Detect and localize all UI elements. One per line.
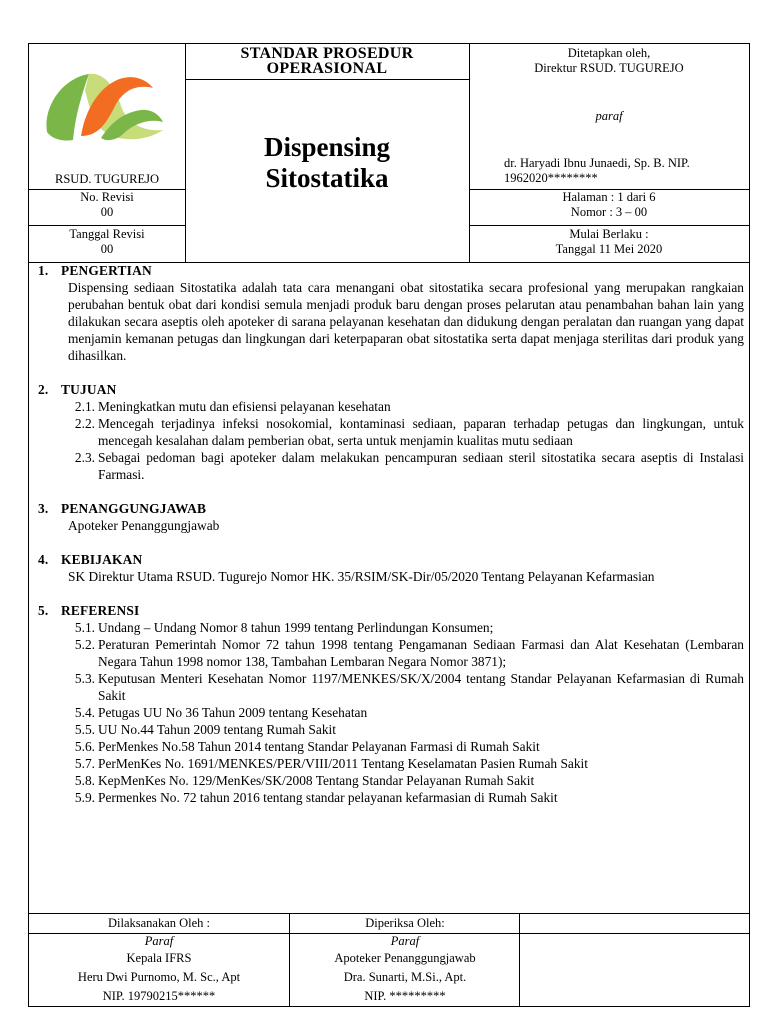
list-item — [38, 721, 744, 738]
list-item — [38, 755, 744, 772]
section-referensi — [38, 602, 744, 806]
sop-title-line2: OPERASIONAL — [266, 60, 388, 77]
revision-date-label: Tanggal Revisi — [69, 227, 145, 241]
list-item — [38, 789, 744, 806]
section-heading — [38, 602, 744, 619]
executed-by-label: Dilaksanakan Oleh : — [29, 914, 289, 934]
checked-by-nip: NIP. ********* — [364, 989, 446, 1003]
director-paraf: paraf — [595, 109, 623, 123]
executed-by-nip: NIP. 19790215****** — [102, 989, 216, 1003]
empty-column-header — [520, 914, 749, 934]
document-title-line2: Sitostatika — [265, 163, 389, 193]
item-text: PerMenkes No.58 Tahun 2014 tentang Standar Pelayanan Farmasi di Rumah Sakit — [98, 739, 540, 754]
item-number: 5.6. — [74, 739, 95, 754]
section-title: TUJUAN — [61, 382, 117, 397]
header-divider — [469, 225, 749, 226]
section-heading — [38, 262, 744, 279]
section-text: Apoteker Penanggungjawab — [68, 518, 220, 533]
checked-by-role: Apoteker Penanggungjawab — [334, 951, 476, 965]
director-nip: 1962020******** — [504, 171, 598, 185]
section-title: REFERENSI — [61, 603, 140, 618]
list-item — [38, 415, 744, 449]
header-divider — [185, 79, 469, 80]
item-text: Permenkes No. 72 tahun 2016 tentang standar pelayanan kefarmasian di Rumah Sakit — [98, 790, 558, 805]
executed-by-column — [29, 914, 289, 1006]
revision-label: No. Revisi — [80, 190, 134, 204]
item-number: 2.3. — [74, 450, 95, 465]
sop-document — [28, 43, 750, 1007]
item-number: 5.8. — [74, 773, 95, 788]
section-number: 5. — [38, 603, 49, 618]
established-by-label: Ditetapkan oleh, — [567, 46, 651, 60]
list-item — [38, 398, 744, 415]
list-item — [38, 772, 744, 789]
list-item — [38, 449, 744, 483]
checked-by-column — [289, 914, 520, 1006]
section-number: 2. — [38, 382, 49, 397]
item-number: 5.7. — [74, 756, 95, 771]
document-number: Nomor : 3 – 00 — [570, 205, 648, 219]
page-number: Halaman : 1 dari 6 — [562, 190, 656, 204]
empty-column — [519, 914, 749, 1006]
item-number: 5.1. — [74, 620, 95, 635]
executed-by-role: Kepala IFRS — [126, 951, 192, 965]
item-text: Undang – Undang Nomor 8 tahun 1999 tentang Perlindungan Konsumen; — [98, 620, 494, 635]
effective-date — [469, 227, 749, 257]
section-title: PENGERTIAN — [61, 263, 152, 278]
section-heading — [38, 381, 744, 398]
item-text: UU No.44 Tahun 2009 tentang Rumah Sakit — [98, 722, 336, 737]
item-number: 5.9. — [74, 790, 95, 805]
list-item — [38, 738, 744, 755]
section-penanggungjawab — [38, 500, 744, 534]
executed-by-name: Heru Dwi Purnomo, M. Sc., Apt — [77, 970, 241, 984]
section-kebijakan — [38, 551, 744, 585]
item-text: KepMenKes No. 129/MenKes/SK/2008 Tentang Standar Pelayanan Rumah Sakit — [98, 773, 535, 788]
sop-title-line1: STANDAR PROSEDUR — [240, 45, 414, 62]
document-title — [185, 132, 469, 194]
item-number: 5.3. — [74, 671, 95, 686]
established-by-position: Direktur RSUD. TUGUREJO — [534, 61, 684, 75]
section-text: Dispensing sediaan Sitostatika adalah tata cara menangani obat sitostatika secara profesional yang merupakan rangkaian perubahan bentuk obat dari kondisi semula menjadi produk baru dengan proses pelarutan atau penambahan bahan lain yang dilakukan secara aseptis oleh apoteker di sarana pelayanan kesehatan dan didukung dengan peralatan dan ruangan yang dapat menjamin kemanan petugas dan lingkungan dari keterpaparan obat sitostatika serta dapat menjaga sterilitas dari produk yang dihasilkan. — [68, 280, 744, 363]
director-name: dr. Haryadi Ibnu Junaedi, Sp. B. NIP. — [504, 156, 690, 170]
director-signature — [504, 156, 725, 186]
item-number: 2.1. — [74, 399, 95, 414]
list-item — [38, 704, 744, 721]
item-number: 2.2. — [74, 416, 95, 431]
section-number: 3. — [38, 501, 49, 516]
list-item — [38, 619, 744, 636]
sop-title — [185, 46, 469, 76]
document-header — [29, 44, 749, 263]
checked-by-name: Dra. Sunarti, M.Si., Apt. — [343, 970, 467, 984]
revision-date — [29, 227, 185, 257]
item-text: PerMenKes No. 1691/MENKES/PER/VIII/2011 Tentang Keselamatan Pasien Rumah Sakit — [98, 756, 588, 771]
item-number: 5.2. — [74, 637, 95, 652]
section-heading — [38, 500, 744, 517]
item-text: Peraturan Pemerintah Nomor 72 tahun 1998 tentang Pengamanan Sediaan Farmasi dan Alat Kesehatan (Lembaran Negara Tahun 1998 nomor 138, Tambahan Lembaran Negara Nomor 3871); — [98, 637, 744, 669]
hospital-logo — [41, 66, 167, 146]
item-text: Meningkatkan mutu dan efisiensi pelayanan kesehatan — [98, 399, 391, 414]
referensi-list — [38, 619, 744, 806]
item-text: Keputusan Menteri Kesehatan Nomor 1197/MENKES/SK/X/2004 tentang Standar Pelayanan Kefarmasian di Rumah Sakit — [98, 671, 744, 703]
effective-date-value: Tanggal 11 Mei 2020 — [555, 242, 663, 256]
effective-label: Mulai Berlaku : — [569, 227, 649, 241]
section-pengertian — [38, 262, 744, 364]
checked-by-label: Diperiksa Oleh: — [290, 914, 520, 934]
item-number: 5.5. — [74, 722, 95, 737]
hospital-name: RSUD. TUGUREJO — [55, 172, 159, 186]
header-divider — [29, 225, 185, 226]
document-body — [29, 262, 749, 806]
page-info — [469, 190, 749, 220]
document-title-line1: Dispensing — [263, 132, 391, 162]
revision-value: 00 — [100, 205, 114, 219]
section-number: 1. — [38, 263, 49, 278]
section-heading — [38, 551, 744, 568]
section-title: PENANGGUNGJAWAB — [61, 501, 207, 516]
section-number: 4. — [38, 552, 49, 567]
list-item — [38, 636, 744, 670]
checked-by-paraf: Paraf — [390, 934, 420, 948]
section-tujuan — [38, 381, 744, 483]
section-text: SK Direktur Utama RSUD. Tugurejo Nomor HK. 35/RSIM/SK-Dir/05/2020 Tentang Pelayanan Kefarmasian — [68, 569, 655, 584]
executed-by-paraf: Paraf — [144, 934, 174, 948]
tujuan-list — [38, 398, 744, 483]
revision-date-value: 00 — [100, 242, 114, 256]
signature-table — [29, 913, 749, 1006]
item-number: 5.4. — [74, 705, 95, 720]
established-by — [469, 46, 749, 76]
list-item — [38, 670, 744, 704]
item-text: Sebagai pedoman bagi apoteker dalam melakukan pencampuran sediaan steril sitostatika secara aseptis di Instalasi Farmasi. — [98, 450, 744, 482]
item-text: Mencegah terjadinya infeksi nosokomial, kontaminasi sediaan, paparan terhadap petugas dan lingkungan, untuk mencegah kesalahan dalam pemberian obat, serta untuk menjamin kualitas mutu sediaan — [98, 416, 744, 448]
revision-number — [29, 190, 185, 220]
item-text: Petugas UU No 36 Tahun 2009 tentang Kesehatan — [98, 705, 368, 720]
section-title: KEBIJAKAN — [61, 552, 143, 567]
